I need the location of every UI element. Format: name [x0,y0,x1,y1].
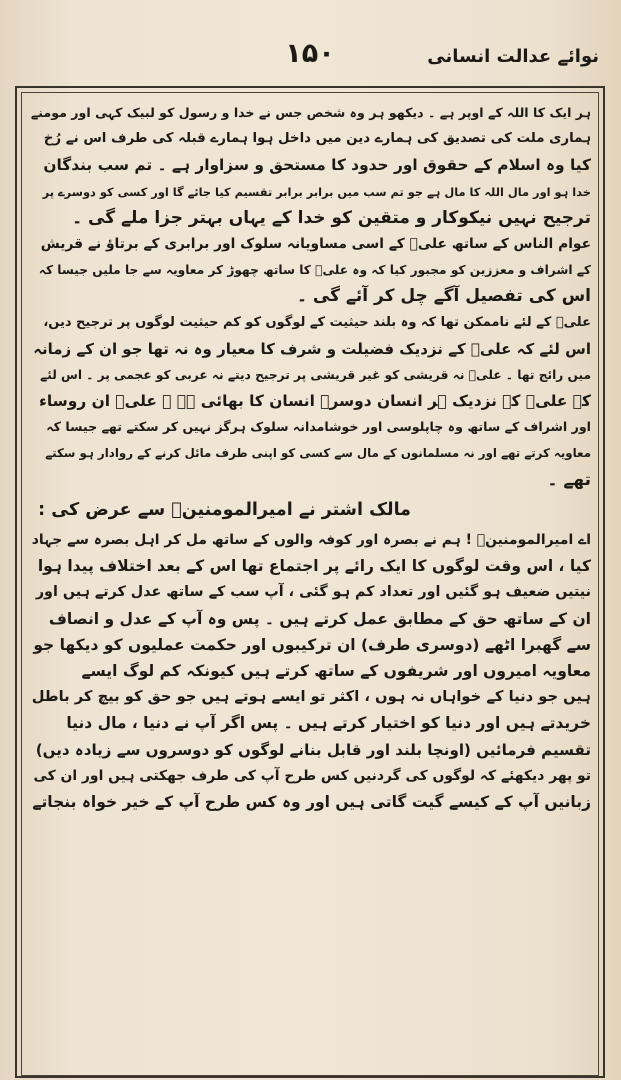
text-line: خدا ہو اور مال اللہ کا مال ہے جو تم سب میں برابر برابر تقسیم کیا جائے گا اور کسی کو دوسرے پر [42,184,591,199]
quote-line: خریدتے ہیں اور دنیا کو اختیار کرتے ہیں ۔ پس اگر آپ نے دنیا ، مال دنیا [66,714,591,733]
text-line: اس لئے کہ علیؑ کے نزدیک فضیلت و شرف کا معیار وہ نہ تھا جو ان کے زمانہ [33,339,591,358]
quote-line: معاویہ امیروں اور شریفوں کے ساتھ کرتے ہیں کیونکہ کم لوگ ایسے [81,661,591,680]
section-heading: مالک اشتر نے امیرالمومنینؑ سے عرض کی : [38,499,411,520]
text-line: علیؑ کے لئے ناممکن تھا کہ وہ بلند حیثیت کے لوگوں کو کم حیثیت لوگوں پر ترجیح دیں، [43,314,591,330]
text-line: کے اشراف و معززین کو مجبور کیا کہ وہ علیؑ کا ساتھ چھوڑ کر معاویہ سے جا ملیں جیسا کہ [38,263,591,278]
text-line: میں رائج تھا ۔ علیؑ نہ قریشی کو غیر قریشی پر ترجیح دیتے نہ عربی کو عجمی پر ۔ اس لئے [40,367,591,382]
quote-line: اے امیرالمومنینؑ ! ہم نے بصرہ اور کوفہ والوں کے ساتھ مل کر اہل بصرہ سے جہاد [31,532,591,548]
quote-line: زبانیں آپ کے کیسے گیت گاتی ہیں اور وہ کس طرح آپ کے خیر خواہ بنجاتے [32,792,591,811]
text-line: ہر ایک کا اللہ کے اوپر ہے ۔ دیکھو ہر وہ شخص جس نے خدا و رسول کو لبیک کہی اور مومنے [30,105,591,120]
running-header [0,38,621,78]
text-line: ترجیح نہیں نیکوکار و متقین کو خدا کے یہاں بہتر جزا ملے گی ۔ [72,207,591,228]
quote-line: کیا ، اس وقت لوگوں کا ایک رائے پر اجتماع تھا اس کے بعد اختلاف پیدا ہوا [37,557,591,576]
book-title: نوائے عدالت انسانی [427,46,599,67]
page-number: ۱۵۰ [285,38,335,69]
quote-line: ہیں جو دنیا کے خواہاں نہ ہوں ، اکثر تو ایسے ہوتے ہیں جو حق کو بیچ کر باطل [31,688,591,706]
text-line: کہ علیؑ کے نزدیک ہر انسان دوسرے انسان کا بھائی ہے ۔ علیؑ ان روساء [39,392,591,411]
text-line: اس کی تفصیل آگے چل کر آئے گی ۔ [297,286,591,307]
quote-line: ان کے ساتھ حق کے مطابق عمل کرتے ہیں ۔ پس وہ آپ کے عدل و انصاف [48,609,591,628]
quote-line: نیتیں ضعیف ہو گئیں اور تعداد کم ہو گئی ، آپ سب کے ساتھ عدل کرتے ہیں اور [35,584,591,601]
text-line: عوام الناس کے ساتھ علیؑ کے اسی مساویانہ سلوک اور برابری کے برتاؤ نے قریش [40,235,591,252]
text-line: کیا وہ اسلام کے حقوق اور حدود کا مستحق و سزاوار ہے ۔ تم سب بندگان [43,156,591,175]
body-text [30,100,591,1075]
text-line: معاویہ کرتے تھے اور نہ مسلمانوں کے مال سے کسی کو اپنی طرف مائل کرنے کے روادار ہو سکتے [45,446,591,461]
quote-line: سے گھبرا اٹھے (دوسری طرف) ان ترکیبوں اور حکمت عملیوں کو دیکھا جو [33,635,591,654]
quote-line: تقسیم فرمائیں (اونچا بلند اور قابل بنانے لوگوں کو دوسروں سے زیادہ دیں) [35,740,591,759]
text-line: اور اشراف کے ساتھ وہ چاپلوسی اور خوشامدانہ سلوک ہرگز نہیں کر سکتے تھے جیسا کہ [46,419,591,435]
quote-line: تو پھر دیکھئے کہ لوگوں کی گردنیں کس طرح آپ کی طرف جھکتی ہیں اور ان کی [33,767,591,784]
text-line: ہماری ملت کی تصدیق کی ہمارے دین میں داخل ہوا ہمارے قبلہ کی طرف اس نے رُخ [43,131,591,147]
text-line: تھے ۔ [547,469,591,490]
